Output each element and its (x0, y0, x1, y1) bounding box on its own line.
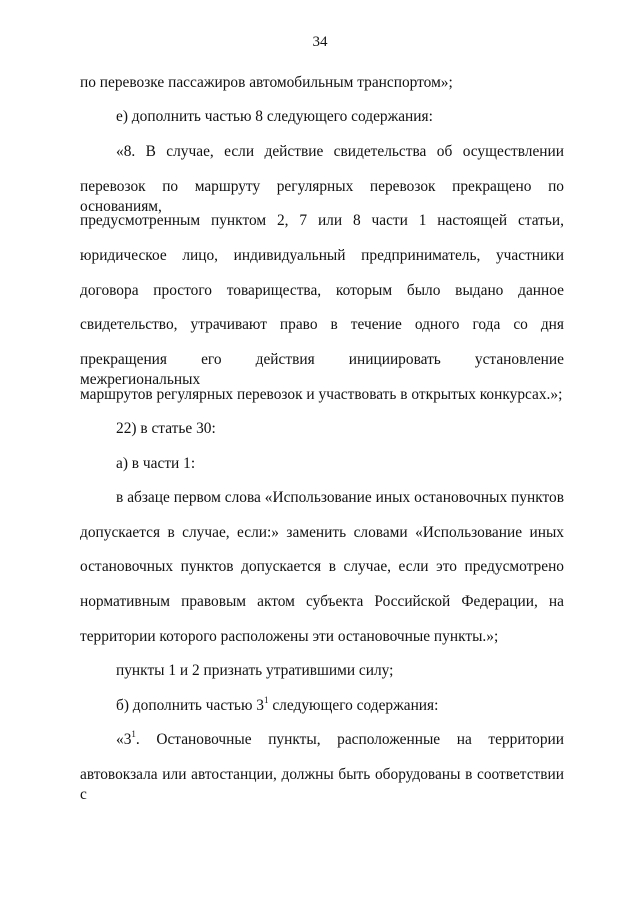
text-line: перевозок по маршруту регулярных перевозок прекращено по основаниям, (80, 178, 564, 215)
text-line: допускается в случае, если:» заменить словами «Использование иных (80, 524, 564, 541)
text-fragment: б) дополнить частью 3 (116, 697, 264, 714)
text-line: прекращения его действия инициировать установление межрегиональных (80, 351, 564, 388)
text-line: юридическое лицо, индивидуальный предприниматель, участники (80, 247, 564, 264)
text-line: маршрутов регулярных перевозок и участвовать в открытых конкурсах.»; (80, 386, 563, 403)
text-line: а) в части 1: (116, 455, 196, 472)
superscript: 1 (264, 695, 269, 705)
text-line: предусмотренным пунктом 2, 7 или 8 части 1 настоящей статьи, (80, 212, 564, 229)
text-fragment: следующего содержания: (268, 697, 439, 714)
text-line: остановочных пунктов допускается в случае, если это предусмотрено (80, 558, 564, 575)
page-number: 34 (312, 34, 328, 50)
text-line: договора простого товарищества, которым было выдано данное (80, 282, 564, 299)
text-line: автовокзала или автостанции, должны быть оборудованы в соответствии с (80, 766, 564, 803)
text-line: по перевозке пассажиров автомобильным транспортом»; (80, 74, 453, 91)
text-fragment: . Остановочные пункты, расположенные на территории (135, 731, 564, 748)
text-line: 22) в статье 30: (116, 420, 216, 437)
text-line: территории которого расположены эти остановочные пункты.»; (80, 628, 499, 645)
text-fragment: «3 (116, 731, 132, 748)
text-line: «8. В случае, если действие свидетельства об осуществлении (116, 143, 564, 160)
text-line: нормативным правовым актом субъекта Российской Федерации, на (80, 593, 564, 610)
text-line: свидетельство, утрачивают право в течение одного года со дня (80, 316, 564, 333)
text-line: в абзаце первом слова «Использование иных остановочных пунктов (116, 489, 564, 506)
text-line: пункты 1 и 2 признать утратившими силу; (116, 662, 394, 679)
text-line (116, 730, 564, 750)
text-line (116, 696, 564, 716)
superscript: 1 (131, 729, 136, 739)
text-line: е) дополнить частью 8 следующего содержания: (116, 108, 433, 125)
